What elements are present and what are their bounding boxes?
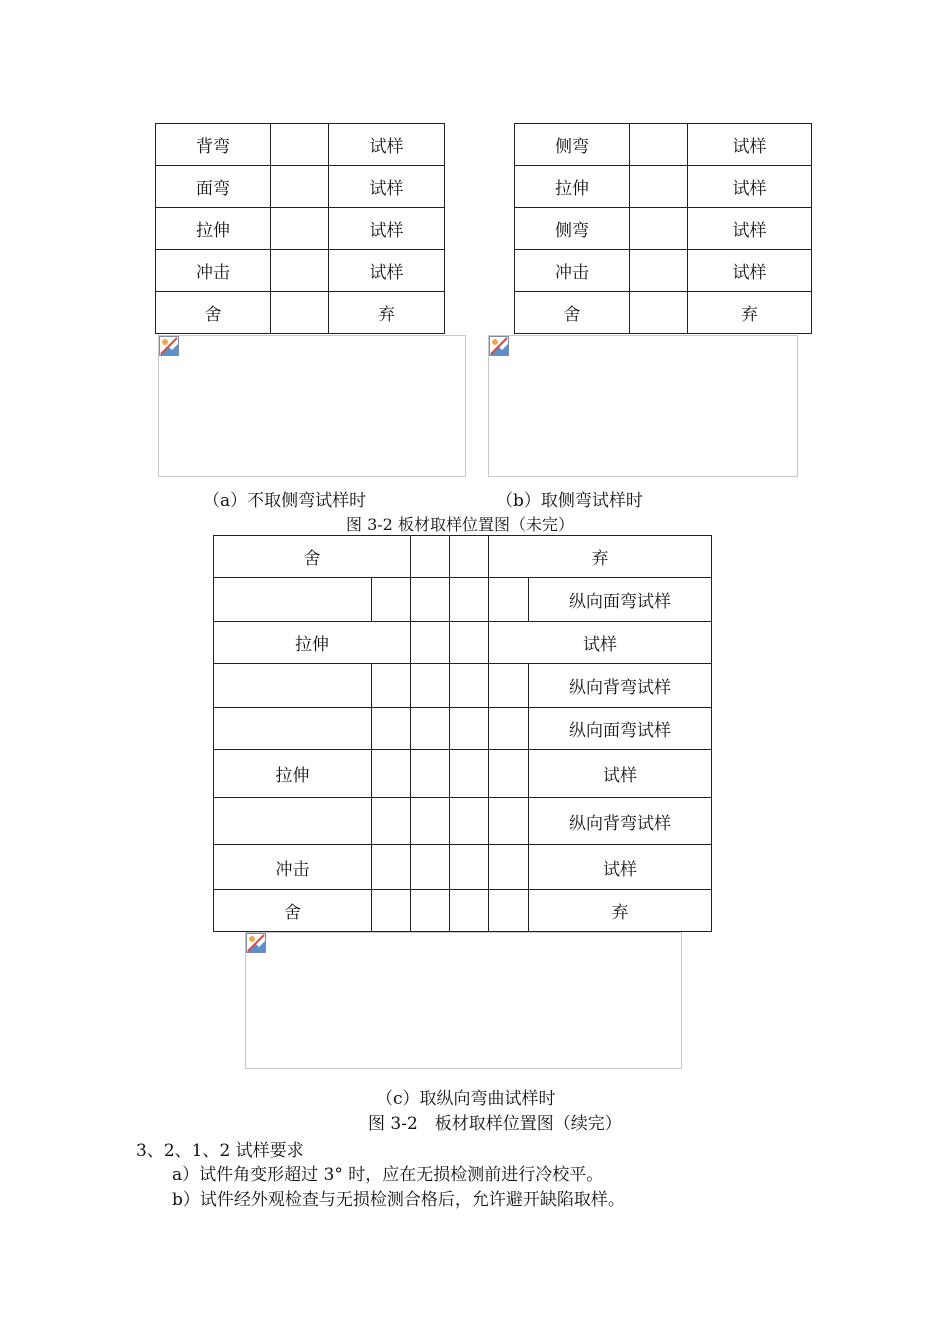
sampling-table-c xyxy=(213,535,712,932)
table-row xyxy=(156,250,445,292)
table-cell: 试样 xyxy=(329,166,445,208)
table-cell xyxy=(450,890,489,932)
table-cell xyxy=(214,578,372,622)
table-cell xyxy=(372,845,411,890)
list-item: a）试件角变形超过 3° 时，应在无损检测前进行冷校平。 xyxy=(172,1165,604,1185)
table-cell: 冲击 xyxy=(515,250,630,292)
table-cell: 舍 xyxy=(214,890,372,932)
figure-caption-complete: 图 3-2 板材取样位置图（续完） xyxy=(368,1114,622,1134)
table-cell xyxy=(489,664,529,708)
table-row xyxy=(156,124,445,166)
table-cell: 弃 xyxy=(489,536,712,578)
table-cell xyxy=(489,798,529,845)
table-cell xyxy=(372,578,411,622)
table-cell: 背弯 xyxy=(156,124,271,166)
table-cell: 舍 xyxy=(515,292,630,334)
sampling-table-b xyxy=(514,123,812,334)
table-cell: 舍 xyxy=(156,292,271,334)
table-cell xyxy=(411,890,450,932)
table-cell xyxy=(372,708,411,750)
sampling-table-a xyxy=(155,123,445,334)
table-cell: 拉伸 xyxy=(214,750,372,798)
table-cell xyxy=(450,750,489,798)
table-cell xyxy=(450,578,489,622)
table-cell: 纵向面弯试样 xyxy=(529,578,712,622)
table-cell: 纵向背弯试样 xyxy=(529,798,712,845)
table-row xyxy=(515,124,812,166)
table-cell xyxy=(450,536,489,578)
table-cell: 侧弯 xyxy=(515,124,630,166)
table-cell: 试样 xyxy=(529,845,712,890)
table-cell xyxy=(630,124,688,166)
broken-image-icon xyxy=(159,336,177,354)
table-cell: 弃 xyxy=(329,292,445,334)
table-cell xyxy=(411,578,450,622)
table-cell xyxy=(271,208,329,250)
figure-image-c xyxy=(245,932,682,1069)
table-cell xyxy=(489,578,529,622)
table-cell xyxy=(630,292,688,334)
table-cell: 试样 xyxy=(529,750,712,798)
table-cell xyxy=(411,622,450,664)
table-cell: 试样 xyxy=(329,124,445,166)
broken-image-icon xyxy=(489,336,507,354)
table-cell xyxy=(214,664,372,708)
table-cell xyxy=(271,292,329,334)
table-cell xyxy=(489,845,529,890)
table-cell xyxy=(450,664,489,708)
table-cell: 试样 xyxy=(329,208,445,250)
table-row xyxy=(214,798,712,845)
table-cell xyxy=(630,166,688,208)
table-cell xyxy=(411,750,450,798)
table-cell xyxy=(450,845,489,890)
table-cell xyxy=(411,708,450,750)
table-cell: 纵向背弯试样 xyxy=(529,664,712,708)
table-cell: 试样 xyxy=(688,166,812,208)
table-cell xyxy=(372,890,411,932)
caption-c: （c）取纵向弯曲试样时 xyxy=(376,1089,556,1109)
table-row xyxy=(214,578,712,622)
table-row xyxy=(214,750,712,798)
table-cell xyxy=(450,708,489,750)
table-row xyxy=(156,208,445,250)
figure-image-b xyxy=(488,335,798,477)
table-cell: 试样 xyxy=(688,208,812,250)
table-cell: 试样 xyxy=(489,622,712,664)
table-cell: 试样 xyxy=(688,250,812,292)
table-row xyxy=(214,708,712,750)
table-cell: 纵向面弯试样 xyxy=(529,708,712,750)
table-cell xyxy=(271,124,329,166)
table-cell xyxy=(214,798,372,845)
table-cell xyxy=(630,208,688,250)
table-row xyxy=(214,536,712,578)
table-cell: 试样 xyxy=(688,124,812,166)
table-cell: 拉伸 xyxy=(214,622,411,664)
table-cell: 拉伸 xyxy=(515,166,630,208)
table-cell: 面弯 xyxy=(156,166,271,208)
table-cell xyxy=(214,708,372,750)
table-cell: 弃 xyxy=(529,890,712,932)
table-cell: 弃 xyxy=(688,292,812,334)
caption-b: （b）取侧弯试样时 xyxy=(496,491,643,511)
table-row xyxy=(156,292,445,334)
table-cell xyxy=(489,890,529,932)
caption-a: （a）不取侧弯试样时 xyxy=(203,491,367,511)
table-row xyxy=(214,845,712,890)
table-cell: 试样 xyxy=(329,250,445,292)
table-row xyxy=(214,664,712,708)
table-row xyxy=(515,208,812,250)
table-row xyxy=(515,250,812,292)
table-cell xyxy=(271,250,329,292)
table-cell xyxy=(630,250,688,292)
table-row xyxy=(156,166,445,208)
table-cell xyxy=(411,664,450,708)
table-cell xyxy=(411,798,450,845)
table-cell xyxy=(411,845,450,890)
table-row xyxy=(214,890,712,932)
table-cell: 拉伸 xyxy=(156,208,271,250)
section-heading: 3、2、1、2 试样要求 xyxy=(136,1141,304,1161)
table-cell: 冲击 xyxy=(156,250,271,292)
table-cell xyxy=(489,750,529,798)
table-cell xyxy=(372,798,411,845)
table-cell: 侧弯 xyxy=(515,208,630,250)
table-row xyxy=(515,166,812,208)
figure-image-a xyxy=(158,335,466,477)
table-row xyxy=(515,292,812,334)
figure-caption-incomplete: 图 3-2 板材取样位置图（未完） xyxy=(346,515,574,534)
table-cell xyxy=(372,664,411,708)
table-cell xyxy=(489,708,529,750)
table-cell xyxy=(450,622,489,664)
table-cell xyxy=(411,536,450,578)
table-cell xyxy=(271,166,329,208)
table-cell xyxy=(450,798,489,845)
list-item: b）试件经外观检查与无损检测合格后，允许避开缺陷取样。 xyxy=(172,1190,625,1210)
broken-image-icon xyxy=(246,933,264,951)
table-cell: 冲击 xyxy=(214,845,372,890)
table-cell xyxy=(372,750,411,798)
table-cell: 舍 xyxy=(214,536,411,578)
table-row xyxy=(214,622,712,664)
